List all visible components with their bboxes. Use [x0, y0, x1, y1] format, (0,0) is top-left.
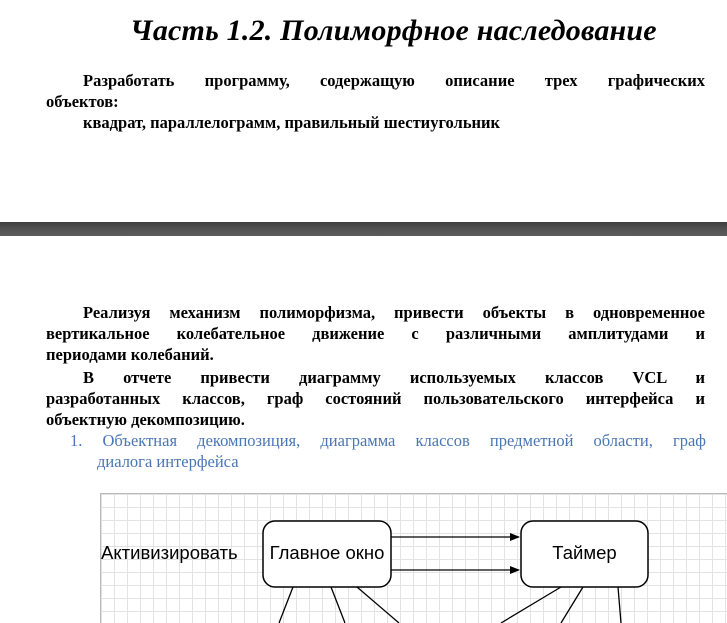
para2-line-2: разработанных классов, граф состояний пользовательского интерфейса и [46, 389, 705, 408]
edge-main-down-2 [331, 587, 345, 623]
polymorphism-paragraph [46, 302, 705, 365]
main-window-label: Главное окно [269, 542, 385, 563]
para1-line-1: Реализуя механизм полиморфизма, привести объекты в одновременное [83, 303, 705, 322]
edge-timer-down-2 [561, 587, 583, 623]
para1-line-2: вертикальное колебательное движение с различными амплитудами и [46, 324, 705, 343]
para2-line-3: объектную декомпозицию. [46, 410, 245, 429]
activate-label: Активизировать [101, 542, 238, 563]
list-item-1-line-1: 1. Объектная декомпозиция, диаграмма классов предметной области, граф [70, 431, 706, 450]
para2-line-1: В отчете привести диаграмму используемых классов VCL и [83, 368, 705, 387]
edge-main-down-3 [357, 587, 399, 623]
edge-timer-down-3 [618, 587, 621, 623]
report-paragraph [46, 367, 705, 430]
page-separator [0, 222, 727, 236]
list-item-1-line-2: диалога интерфейса [97, 452, 239, 471]
object-decomposition-diagram [100, 493, 727, 623]
timer-label: Таймер [552, 542, 617, 563]
para1-line-3: периодами колебаний. [46, 345, 214, 364]
list-item-1 [70, 430, 706, 472]
edge-timer-down-1 [501, 587, 561, 623]
task-paragraph [46, 70, 705, 133]
edge-main-down-1 [279, 587, 293, 623]
task-line-1: Разработать программу, содержащую описание трех графических [83, 71, 705, 90]
task-line-3: квадрат, параллелограмм, правильный шестиугольник [83, 113, 501, 132]
page-1 [0, 0, 727, 222]
section-title: Часть 1.2. Полиморфное наследование [130, 14, 657, 47]
task-line-2: объектов: [46, 92, 119, 111]
